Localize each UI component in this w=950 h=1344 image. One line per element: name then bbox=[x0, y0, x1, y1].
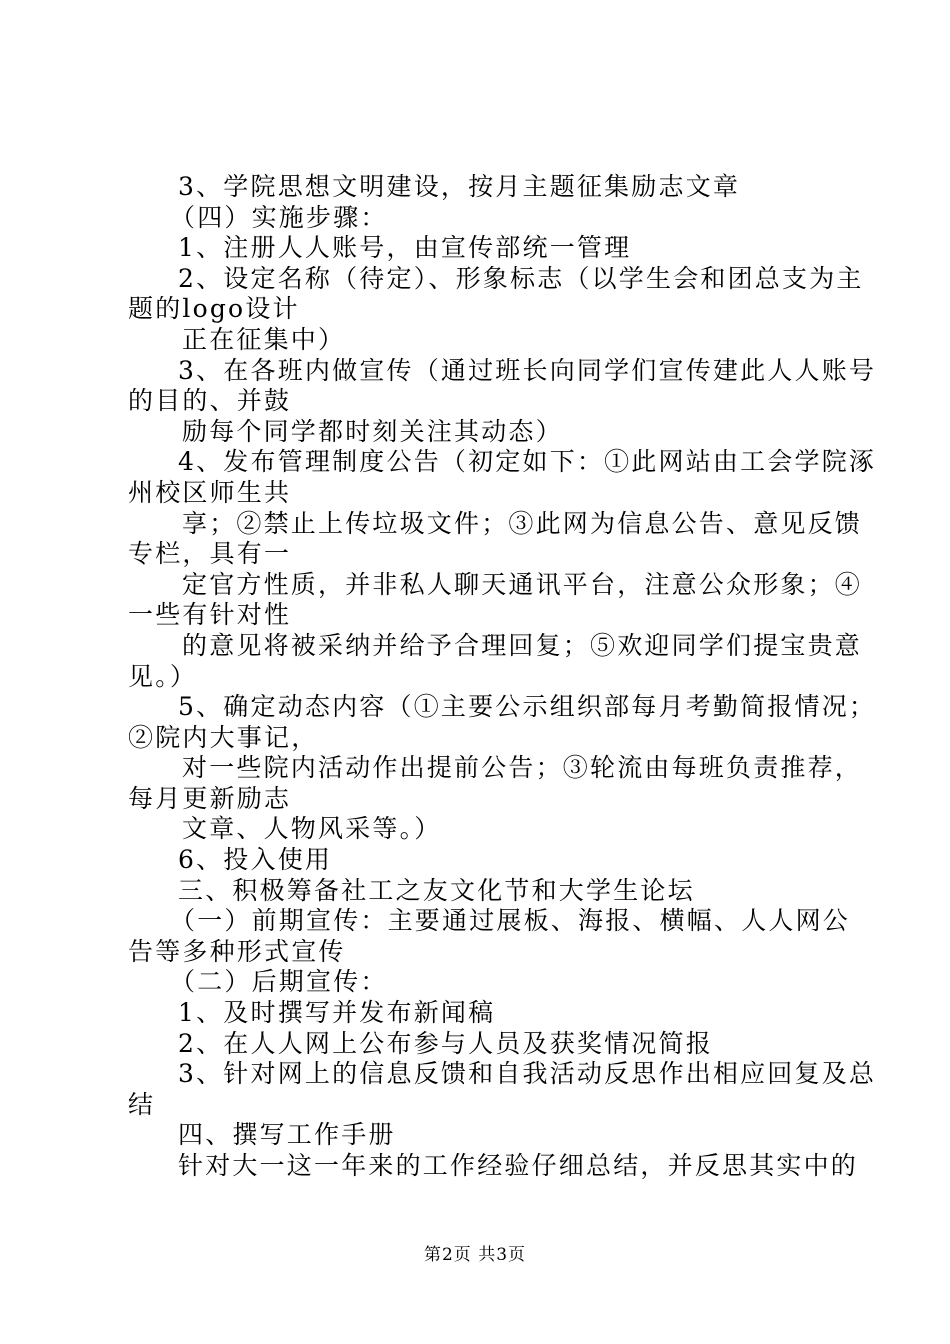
text-line: 3、针对网上的信息反馈和自我活动反思作出相应回复及总 bbox=[178, 1059, 877, 1089]
text-line: 4、发布管理制度公告（初定如下：①此网站由工会学院涿 bbox=[178, 447, 877, 477]
text-line: 四、撰写工作手册 bbox=[178, 1120, 396, 1150]
text-line: 励每个同学都时刻关注其动态） bbox=[182, 416, 563, 446]
text-line: 专栏，具有一 bbox=[128, 539, 292, 569]
text-line: 一些有针对性 bbox=[128, 600, 292, 630]
text-line: 6、投入使用 bbox=[178, 845, 333, 875]
text-line: 1、注册人人账号，由宣传部统一管理 bbox=[178, 233, 632, 263]
text-line: 三、积极筹备社工之友文化节和大学生论坛 bbox=[178, 875, 695, 905]
text-line: 对一些院内活动作出提前公告；③轮流由每班负责推荐， bbox=[182, 753, 863, 783]
text-line: （一）前期宣传：主要通过展板、海报、横幅、人人网公 bbox=[170, 906, 851, 936]
text-line: 3、学院思想文明建设，按月主题征集励志文章 bbox=[178, 172, 741, 201]
text-line: 3、在各班内做宣传（通过班长向同学们宣传建此人人账号 bbox=[178, 355, 877, 385]
text-line: 告等多种形式宣传 bbox=[128, 936, 346, 966]
text-line: 每月更新励志 bbox=[128, 783, 292, 813]
document-body bbox=[128, 172, 877, 1182]
text-line: 的意见将被采纳并给予合理回复；⑤欢迎同学们提宝贵意 bbox=[182, 630, 863, 660]
text-line: 享；②禁止上传垃圾文件；③此网为信息公告、意见反馈 bbox=[182, 508, 863, 538]
text-line: 的目的、并鼓 bbox=[128, 386, 292, 416]
text-line: 题的logo设计 bbox=[128, 294, 300, 324]
page-footer: 第2页 共3页 bbox=[423, 1245, 527, 1265]
text-line: 针对大一这一年来的工作经验仔细总结，并反思其实中的 bbox=[178, 1151, 859, 1180]
text-line: 定官方性质，并非私人聊天通讯平台，注意公众形象；④ bbox=[182, 569, 863, 599]
text-line: （二）后期宣传： bbox=[170, 967, 388, 997]
text-line: 5、确定动态内容（①主要公示组织部每月考勤简报情况； bbox=[178, 692, 877, 722]
text-line: 州校区师生共 bbox=[128, 477, 292, 507]
text-line: 1、及时撰写并发布新闻稿 bbox=[178, 998, 496, 1028]
text-line: 文章、人物风采等。） bbox=[182, 814, 442, 844]
text-line: 正在征集中） bbox=[182, 324, 346, 354]
text-line: 结 bbox=[128, 1089, 156, 1119]
text-line: 2、设定名称（待定）、形象标志（以学生会和团总支为主 bbox=[178, 263, 864, 293]
text-line: 2、在人人网上公布参与人员及获奖情况简报 bbox=[178, 1028, 713, 1058]
text-line: （四）实施步骤： bbox=[170, 202, 388, 232]
text-line: ②院内大事记， bbox=[128, 722, 319, 752]
text-line: 见。） bbox=[128, 661, 198, 691]
